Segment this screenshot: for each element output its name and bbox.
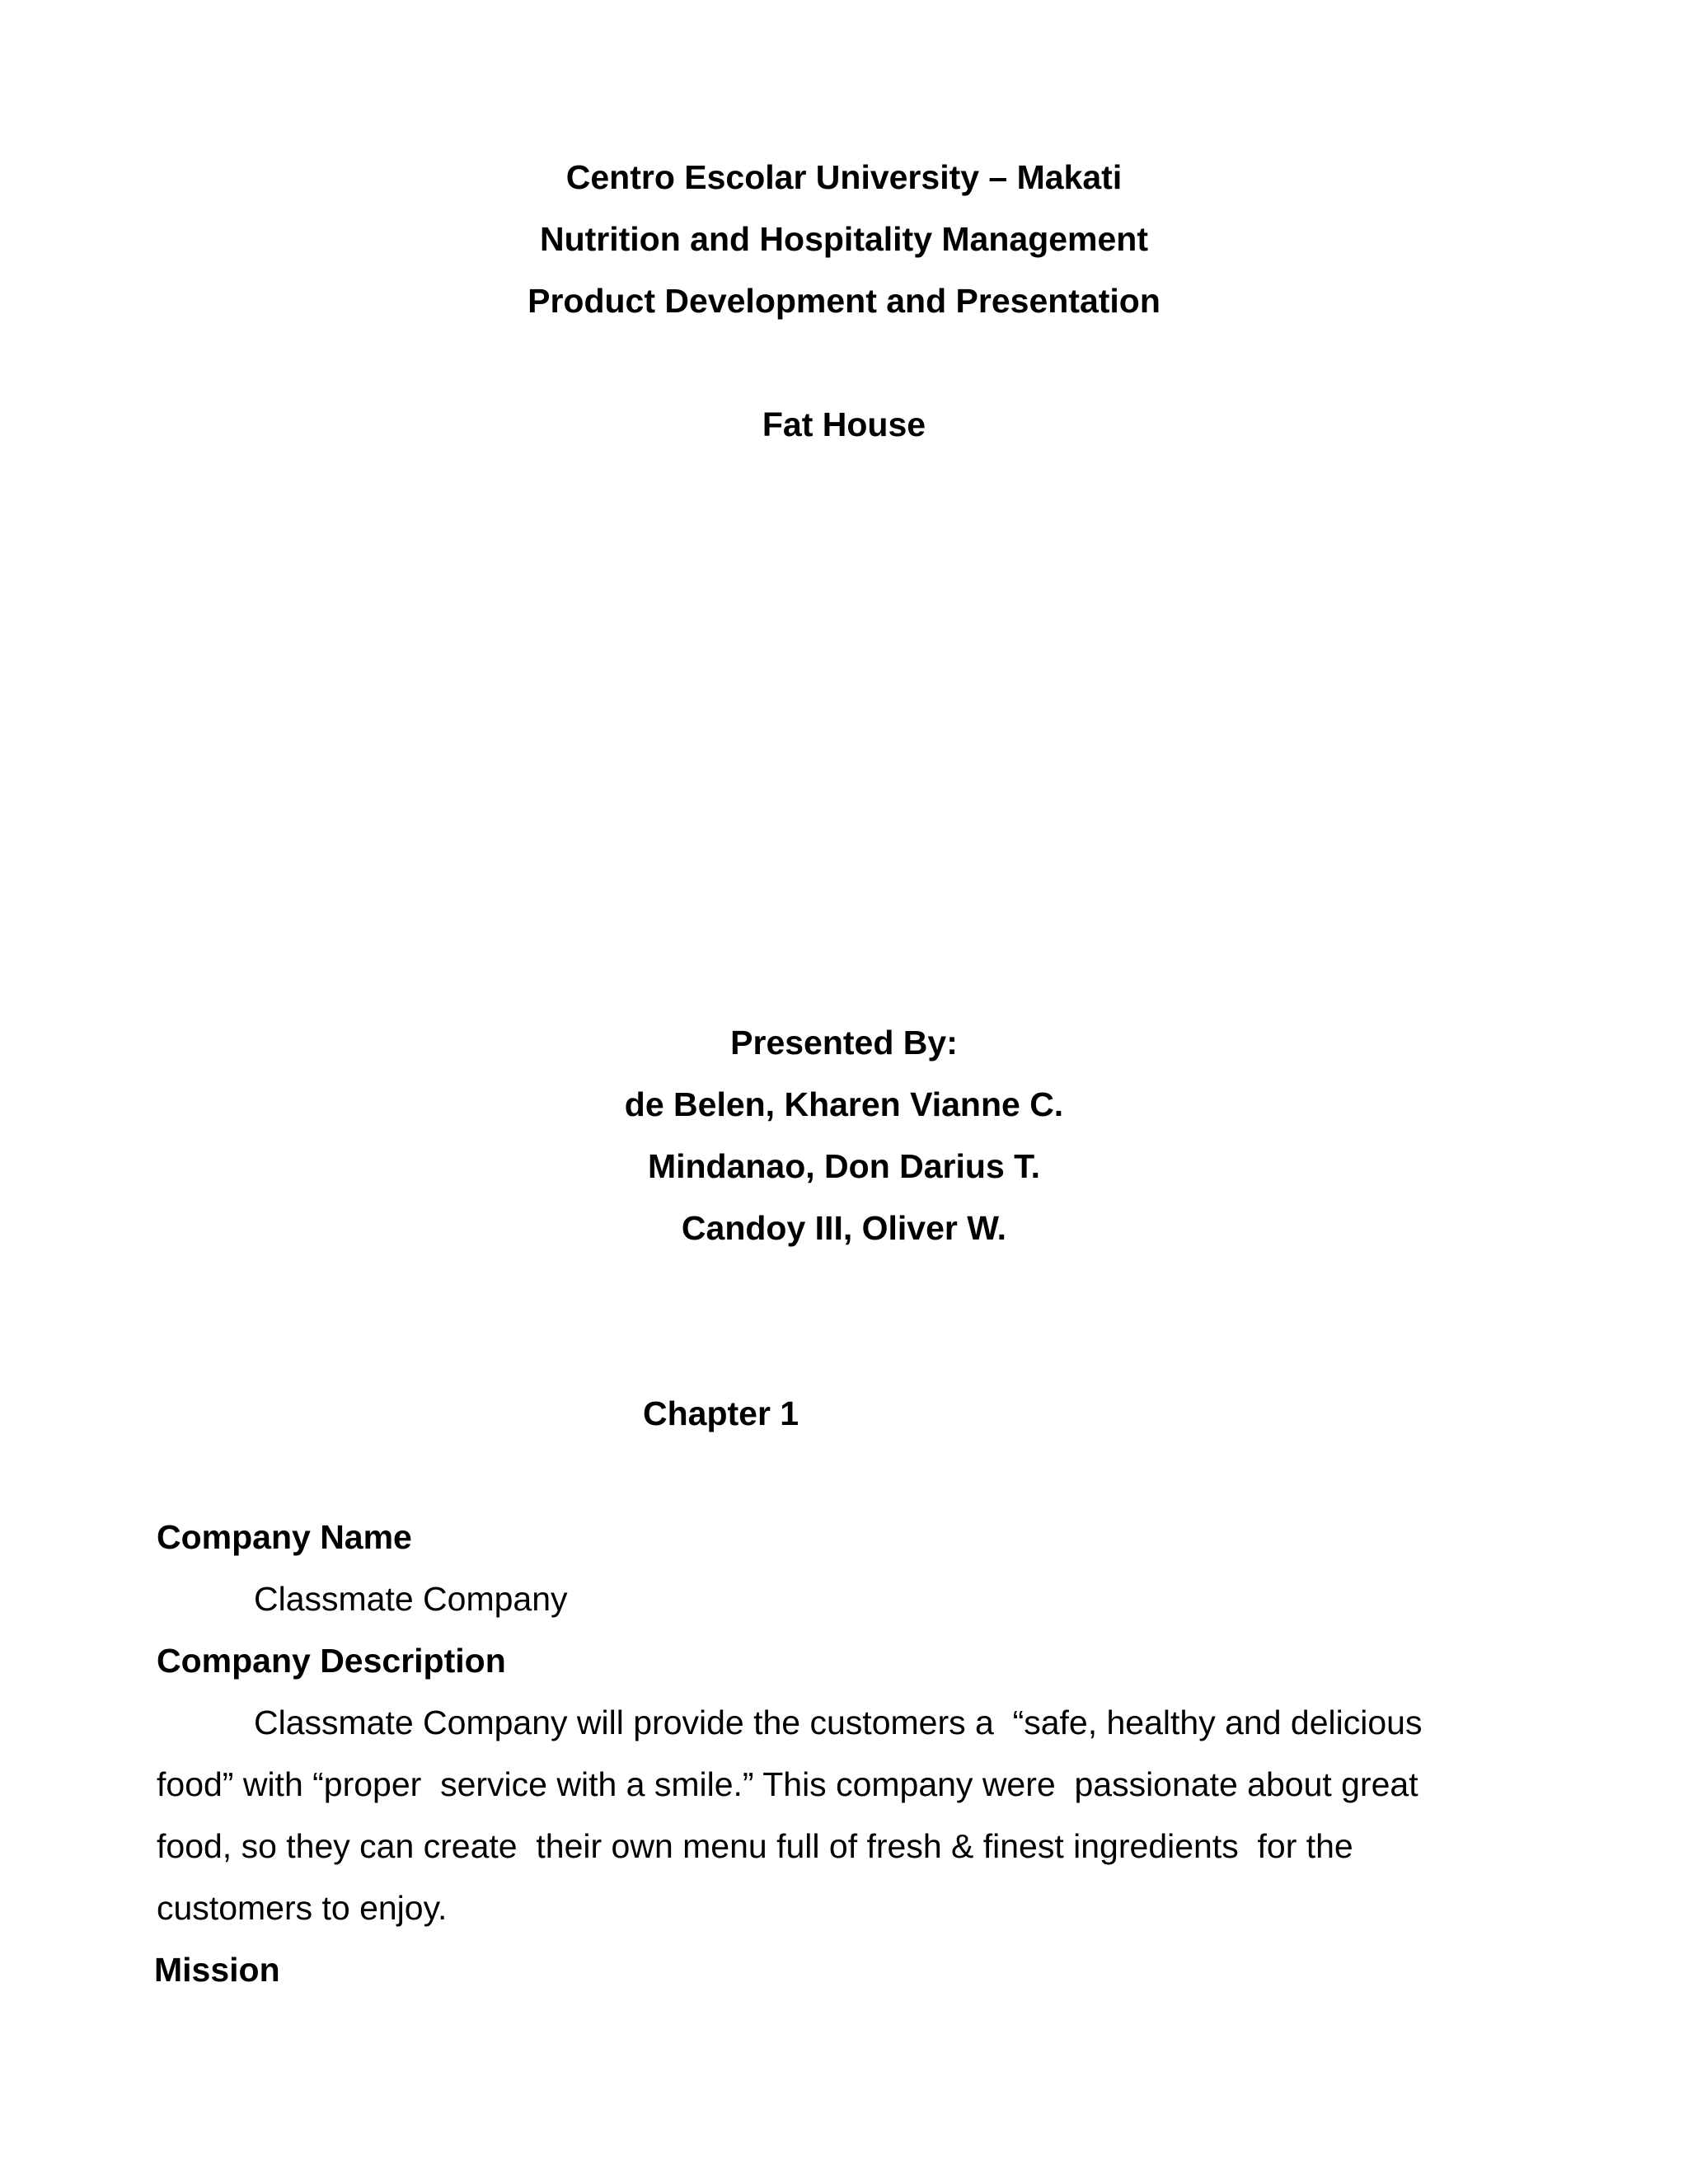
program-title: Nutrition and Hospitality Management: [539, 220, 1149, 258]
company-description-line: food, so they can create their own menu full of fresh & finest ingredients for the: [157, 1827, 1353, 1865]
company-description-line: food” with “proper service with a smile.” This company were passionate about great: [157, 1765, 1418, 1803]
presenter-name: de Belen, Kharen Vianne C.: [624, 1085, 1064, 1123]
company-description-line: Classmate Company will provide the customers a “safe, healthy and delicious: [254, 1704, 1423, 1741]
company-description-line: customers to enjoy.: [157, 1889, 448, 1927]
company-name-value: Classmate Company: [254, 1580, 568, 1618]
company-description-heading: Company Description: [157, 1642, 506, 1680]
company-name-heading: Company Name: [157, 1518, 412, 1556]
presenter-name: Candoy III, Oliver W.: [681, 1209, 1007, 1247]
project-title: Fat House: [762, 405, 926, 443]
mission-heading: Mission: [154, 1951, 280, 1989]
institution-title: Centro Escolar University – Makati: [565, 158, 1123, 196]
presented-by-label: Presented By:: [730, 1024, 958, 1062]
chapter-heading: Chapter 1: [643, 1394, 799, 1432]
presenter-name: Mindanao, Don Darius T.: [647, 1147, 1041, 1185]
course-title: Product Development and Presentation: [528, 282, 1160, 320]
